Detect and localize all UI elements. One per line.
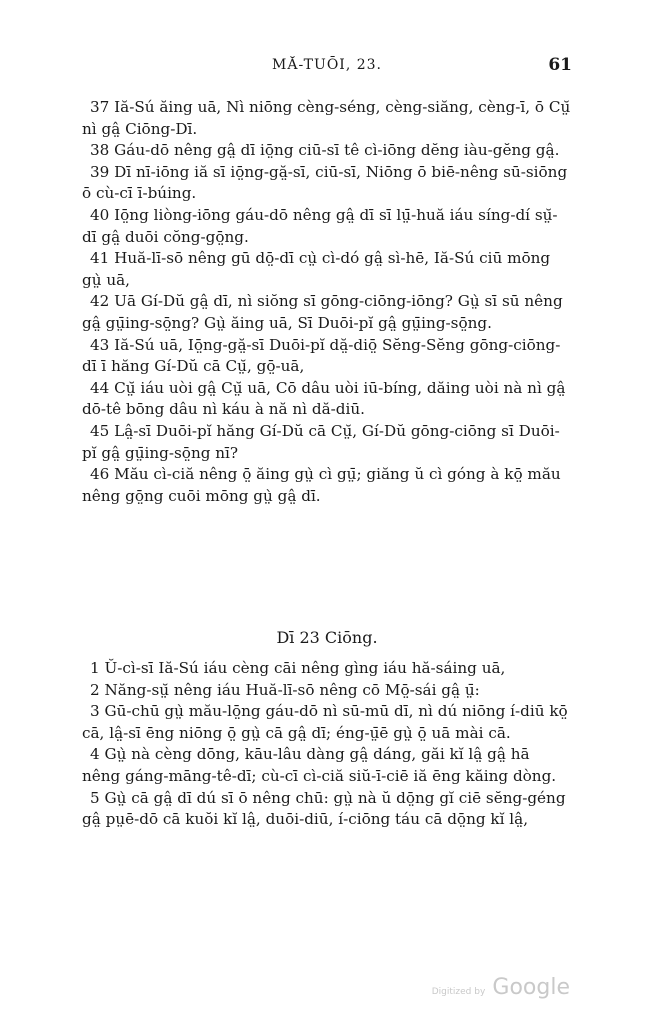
verse-paragraph: 40 Iō̤ng liòng-iōng gáu-dō nêng gâ̤ dī sī lṳ̄-huă iáu síng-dí sṳ̆-dī gâ̤ duōi cŏng-gō̤ng. [82,205,558,246]
digitized-watermark [432,975,570,1000]
verse-paragraph: 39 Dī nī-iōng iă sī iō̤ng-gă̤-sī, ciū-sī, Niōng ō biē-nêng sū-siōng ō cù-cī ī-búing. [82,162,568,203]
chapter-heading: Dī 23 Ciōng. [276,628,378,647]
verses-block-2 [82,658,572,831]
verses-block-1 [82,97,572,507]
verse-paragraph: 42 Uā Gí-Dŭ gâ̤ dī, nì siŏng sī gōng-ciōng-iōng? Gṳ̀ sī sū nêng gâ̤ gṳ̄ing-sō̤ng? Gṳ̀ ăing uā, Sī Duōi-pĭ gâ̤ gṳ̄ing-sō̤ng. [82,292,563,332]
verse-paragraph: 2 Năng-sṳ̆ nêng iáu Huă-lī-sō nêng cō Mō̤-sái gâ̤ ṳ̄: [90,680,480,699]
google-logo: Google [492,975,570,1000]
verse-paragraph: 5 Gṳ̀ cā gâ̤ dī dú sī ō nêng chū: gṳ̀ nà ŭ dō̤ng gĭ ciē sĕng-géng gâ̤ pṳē-dō cā kuŏi kĭ lâ̤, duōi-diū, í-ciōng táu cā dō̤ng kĭ lâ̤, [82,788,566,829]
verse-paragraph: 3 Gū-chū gṳ̀ mău-lō̤ng gáu-dō nì sū-mū dī, nì dú niōng í-diū kō̤ cā, lâ̤-sī ēng niōng ō̤ gṳ̀ cā gâ̤ dī; éng-ṳ̄ē gṳ̀ ō̤ uā mài cā. [82,702,568,742]
verse-paragraph: 46 Mău cì-ciă nêng ō̤ ăing gṳ̀ cì gṳ̄; giăng ŭ cì góng à kō̤ mău nêng gō̤ng cuōi mōng gṳ̀ gâ̤ dī. [82,465,561,505]
page-header [82,57,572,81]
verse-paragraph: 45 Lâ̤-sī Duōi-pĭ hăng Gí-Dŭ cā Cṳ̆, Gí-Dŭ gōng-ciōng sī Duōi-pĭ gâ̤ gṳ̄ing-sō̤ng nī? [82,421,560,462]
verse-paragraph: 43 Iă-Sú uā, Iō̤ng-gă̤-sī Duōi-pĭ dă̤-diō̤ Sĕng-Sĕng gōng-ciōng-dī ī hăng Gí-Dŭ cā Cṳ̆, gō̤-uā, [82,335,561,376]
verse-paragraph: 37 Iă-Sú ăing uā, Nì niōng cèng-séng, cèng-siăng, cèng-ī, ō Cṳ̆ nì gâ̤ Ciōng-Dī. [82,98,571,138]
verse-paragraph: 41 Huă-lī-sō nêng gū dō̤-dī cṳ̀ cì-dó gâ̤ sì-hē, Iă-Sú ciū mōng gṳ̀ uā, [82,249,551,289]
watermark-prefix: Digitized by [431,987,486,997]
page-number: 61 [548,55,572,75]
verse-paragraph: 44 Cṳ̆ iáu uòi gâ̤ Cṳ̆ uā, Cō dâu uòi iū-bíng, dăing uòi nà nì gâ̤ dō-tê bōng dâu nì káu à nă nì dă-diū. [82,378,566,419]
verse-paragraph: 1 Ŭ-cì-sī Iă-Sú iáu cèng cāi nêng gìng iáu hă-sáing uā, [90,659,506,677]
verse-paragraph: 38 Gáu-dō nêng gâ̤ dī iō̤ng ciū-sī tê cì-iōng dĕng iàu-gĕng gâ̤. [90,141,560,160]
running-title: MĂ-TUŌI, 23. [272,57,382,73]
verse-paragraph: 4 Gṳ̀ nà cèng dōng, kāu-lâu dàng gâ̤ dáng, găi kĭ lâ̤ gâ̤ hā nêng gáng-māng-tê-dī; cù-cī cì-ciă siŭ-ī-ciē iă ēng kăing dòng. [82,745,557,785]
